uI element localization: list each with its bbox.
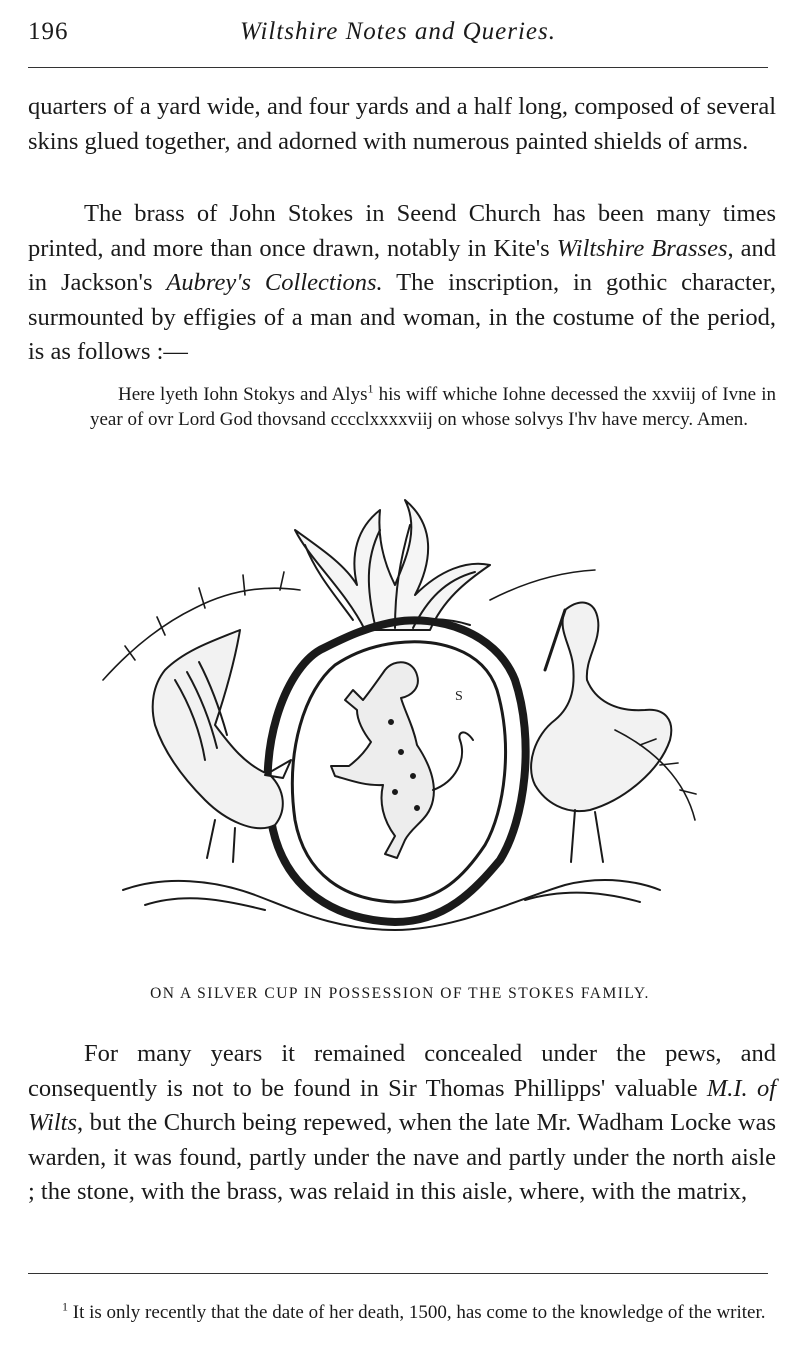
- paragraph-2-text-b: , and in Jackson's: [28, 234, 776, 296]
- heron-right: [531, 603, 671, 862]
- shield-letter: S: [455, 689, 463, 704]
- engraving-illustration: [95, 490, 705, 950]
- page-number: 196: [28, 18, 69, 45]
- paragraph-2: [28, 197, 776, 370]
- footnote-marker: 1: [62, 1299, 68, 1314]
- paragraph-3-text-b: , but the Church being repewed, when the late Mr. Wadham Locke was warden, it was found, partly under the nave and partly under the north aisle ; the stone, with the brass, was relaid in this aisle, where, with the matrix,: [28, 1109, 776, 1205]
- acanthus-crest: [295, 500, 490, 630]
- paragraph-3: [28, 1037, 776, 1210]
- inscription-text-b: his wiff whiche Iohne decessed the xxviij of Ivne in year of ovr Lord God thovsand cccclxxxxviij on whose solvys I'hv have mercy. Amen.: [90, 384, 776, 430]
- header-rule: [28, 67, 768, 68]
- running-title: Wiltshire Notes and Queries.: [240, 18, 556, 45]
- book-title-mi-of-wilts: M.I. of Wilts: [28, 1074, 776, 1136]
- figure-caption: ON A SILVER CUP IN POSSESSION OF THE STOKES FAMILY.: [150, 985, 650, 1002]
- book-title-wiltshire-brasses: Wiltshire Brasses: [556, 234, 728, 262]
- paragraph-2-text-a: The brass of John Stokes in Seend Church has been many times printed, and more than once drawn, notably in Kite's: [28, 200, 776, 262]
- rampant-lion-crest: [331, 662, 473, 858]
- inscription-text-a: Here lyeth Iohn Stokys and Alys: [118, 384, 368, 405]
- paragraph-2-text-c: The inscription, in gothic character, surmounted by effigies of a man and woman, in the costume of the period, is as follows :—: [28, 269, 776, 365]
- page-header: [28, 18, 768, 52]
- paragraph-1: [28, 90, 776, 159]
- footnote-ref: 1: [367, 381, 374, 396]
- book-title-aubreys-collections: Aubrey's Collections.: [166, 269, 383, 296]
- paragraph-1-text: quarters of a yard wide, and four yards and a half long, composed of several skins glued together, and adorned with numerous painted shields of arms.: [28, 93, 776, 155]
- inscription-quote: [90, 383, 776, 432]
- footnote: [28, 1300, 776, 1325]
- footnote-rule: [28, 1273, 768, 1274]
- footnote-text: It is only recently that the date of her death, 1500, has come to the knowledge of the writer.: [68, 1302, 766, 1323]
- paragraph-3-text-a: For many years it remained concealed under the pews, and consequently is not to be found in Sir Thomas Phillipps' valuable: [28, 1040, 776, 1102]
